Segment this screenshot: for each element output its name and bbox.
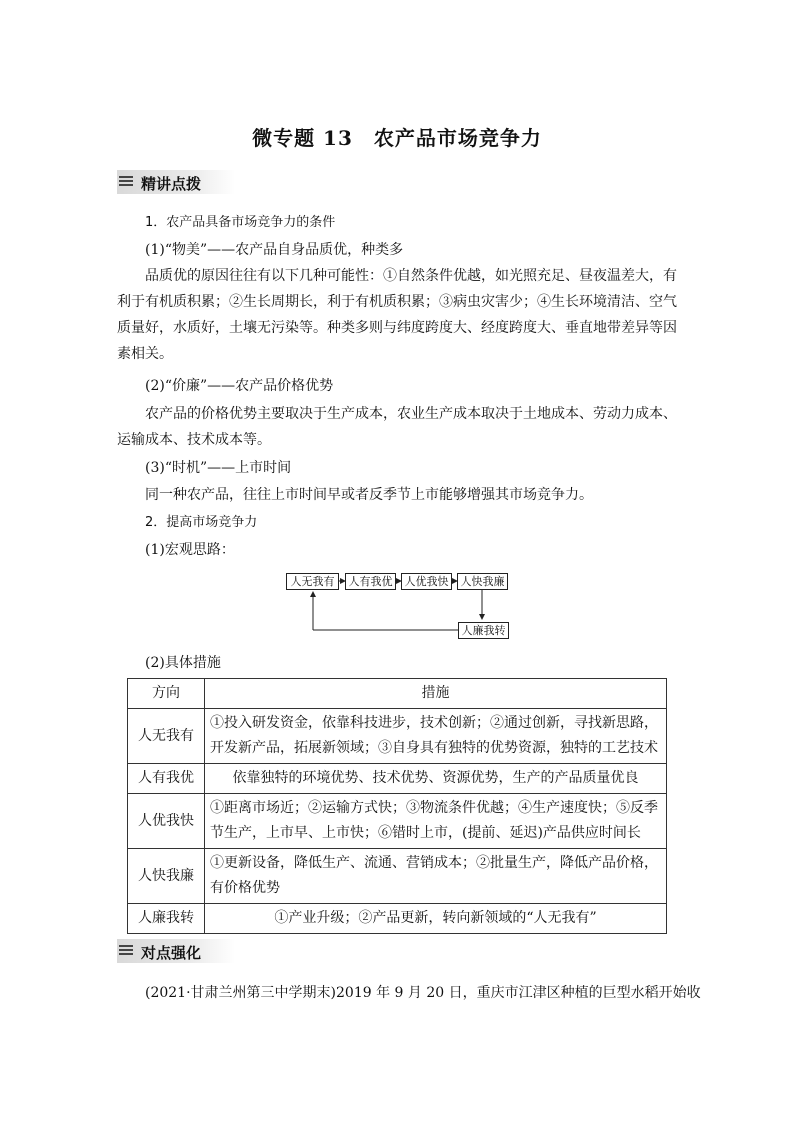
flow-node-3: 人优我快 — [401, 573, 452, 590]
section-label: 对点强化 — [141, 944, 202, 962]
heading-conditions: 1．农产品具备市场竞争力的条件 — [145, 215, 336, 230]
table-cell-measure: ①更新设备，降低生产、流通、营销成本；②批量生产，降低产品价格，有价格优势 — [205, 849, 667, 904]
subheading-measures: (2)具体措施 — [145, 655, 221, 671]
section-header-explanation — [117, 170, 235, 194]
list-icon — [119, 945, 133, 956]
table-cell-measure: ①产业升级；②产品更新，转向新领域的“人无我有” — [205, 904, 667, 934]
heading-improve: 2．提高市场竞争力 — [145, 515, 258, 530]
section-header-practice — [117, 939, 235, 963]
table-cell-measure: ①投入研发资金，依靠科技进步，技术创新；②通过创新，寻找新思路，开发新产品，拓展新领域；③自身具有独特的优势资源，独特的工艺技术 — [205, 709, 667, 764]
section-label: 精讲点拨 — [141, 175, 202, 193]
table-row — [128, 764, 667, 794]
list-icon — [119, 176, 133, 187]
flow-node-1: 人无我有 — [286, 573, 339, 590]
subheading-timing: (3)“时机”——上市时间 — [145, 460, 292, 476]
subheading-macro: (1)宏观思路： — [145, 542, 235, 558]
table-cell-direction: 人廉我转 — [128, 904, 205, 934]
table-row — [128, 794, 667, 849]
subheading-price: (2)“价廉”——农产品价格优势 — [145, 378, 334, 394]
page-title: 微专题 13 农产品市场竞争力 — [252, 126, 542, 150]
flow-node-4: 人快我廉 — [457, 573, 508, 590]
table-cell-measure: 依靠独特的环境优势、技术优势、资源优势，生产的产品质量优良 — [205, 764, 667, 794]
table-cell-direction: 人有我优 — [128, 764, 205, 794]
flow-node-5: 人廉我转 — [458, 622, 509, 639]
paragraph-price: 农产品的价格优势主要取决于生产成本，农业生产成本取决于土地成本、劳动力成本、运输成本、技术成本等。 — [117, 406, 677, 448]
table-cell-direction: 人快我廉 — [128, 849, 205, 904]
table-cell-measure: ①距离市场近；②运输方式快；③物流条件优越；④生产速度快；⑤反季节生产，上市早、上市快；⑥错时上市，(提前、延迟)产品供应时间长 — [205, 794, 667, 849]
table-row — [128, 709, 667, 764]
table-header-row — [128, 679, 667, 709]
exercise-text: (2021·甘肃兰州第三中学期末)2019 年 9 月 20 日，重庆市江津区种植的巨型水稻开始收 — [145, 985, 701, 1001]
table-row — [128, 849, 667, 904]
table-cell-direction: 人无我有 — [128, 709, 205, 764]
table-row — [128, 904, 667, 934]
table-header-measures: 措施 — [205, 679, 667, 709]
paragraph-quality: 品质优的原因往往有以下几种可能性：①自然条件优越，如光照充足、昼夜温差大，有利于有机质积累；②生长周期长，利于有机质积累；③病虫灾害少；④生长环境清洁、空气质量好，水质好，土壤无污染等。种类多则与纬度跨度大、经度跨度大、垂直地带差异等因素相关。 — [117, 268, 677, 362]
paragraph-timing: 同一种农产品，往往上市时间早或者反季节上市能够增强其市场竞争力。 — [145, 487, 593, 503]
measures-table — [127, 678, 667, 934]
subheading-quality: (1)“物美”——农产品自身品质优，种类多 — [145, 242, 404, 258]
flow-diagram — [280, 568, 520, 640]
flow-node-2: 人有我优 — [345, 573, 396, 590]
table-header-direction: 方向 — [128, 679, 205, 709]
table-cell-direction: 人优我快 — [128, 794, 205, 849]
